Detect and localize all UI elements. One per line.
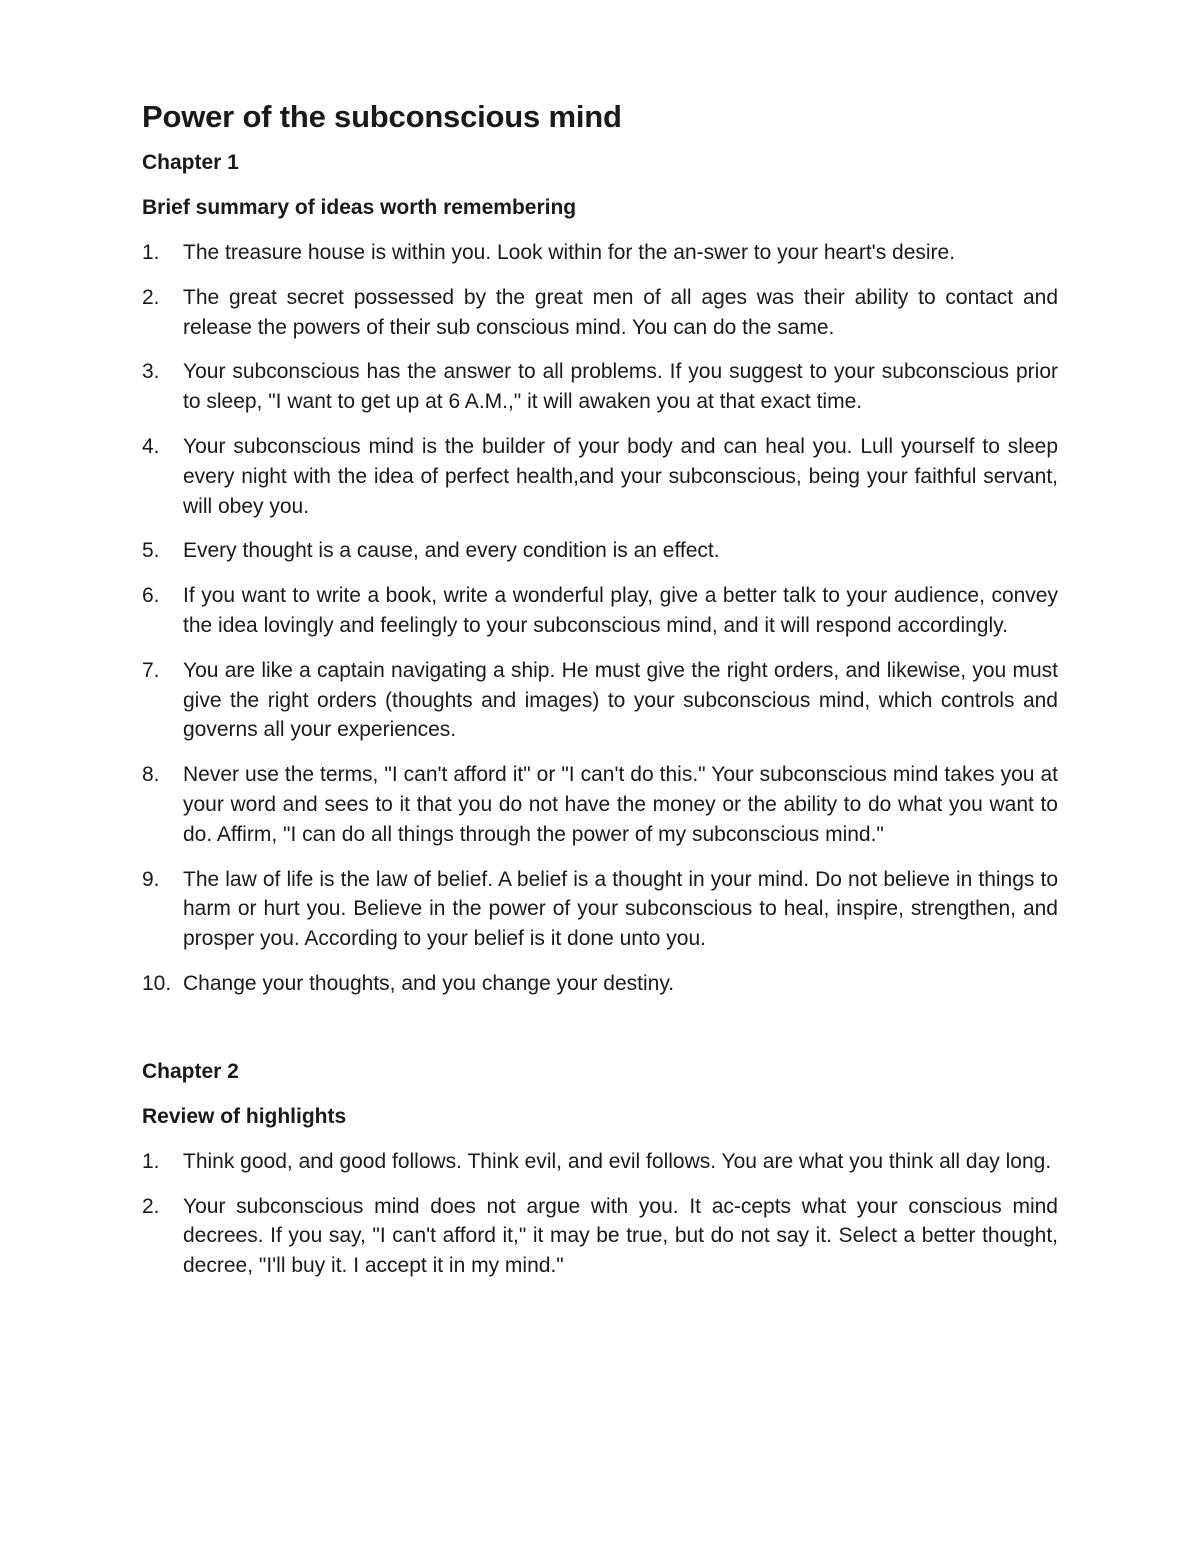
list-item-number: 1. <box>142 241 160 264</box>
list-item-number: 6. <box>142 584 160 608</box>
list-item-text: Every thought is a cause, and every condition is an effect. <box>183 539 720 563</box>
chapter-1-list <box>142 238 1058 999</box>
list-item-number: 1. <box>142 1149 160 1173</box>
list-item-number: 7. <box>142 658 160 682</box>
list-item <box>142 865 1058 954</box>
list-item-text: The great secret possessed by the great men of all ages was their ability to contact and release the powers of their sub conscious mind. You can do the same. <box>183 285 1058 339</box>
chapter-2-list <box>142 1147 1058 1281</box>
list-item-number: 4. <box>142 434 160 458</box>
chapter-1-subheading: Brief summary of ideas worth remembering <box>142 196 577 219</box>
list-item-number: 9. <box>142 867 160 891</box>
list-item <box>142 1147 1058 1177</box>
list-item <box>142 760 1058 849</box>
list-item-number: 8. <box>142 763 160 787</box>
list-item-number: 5. <box>142 539 160 563</box>
list-item-number: 10. <box>142 971 172 995</box>
list-item-number: 3. <box>142 360 160 384</box>
list-item <box>142 1192 1058 1281</box>
document-page <box>142 98 1058 1296</box>
list-item-text: If you want to write a book, write a wonderful play, give a better talk to your audience, convey the idea lovingly and feelingly to your subconscious mind, and it will respond accordingly. <box>183 584 1058 637</box>
list-item-number: 2. <box>142 1194 160 1218</box>
list-item-text: Never use the terms, "I can't afford it" or "I can't do this." Your subconscious mind takes you at your word and sees to it that you do not have the money or the ability to do what you want to do. Affirm, "I can do all things through the power of my subconscious mind." <box>183 763 1058 846</box>
list-item <box>142 432 1058 521</box>
list-item-text: Change your thoughts, and you change your destiny. <box>183 971 675 995</box>
list-item <box>142 238 1058 268</box>
list-item <box>142 969 1058 999</box>
list-item <box>142 656 1058 745</box>
list-item-number: 2. <box>142 285 160 309</box>
list-item-text: Think good, and good follows. Think evil, and evil follows. You are what you think all day long. <box>183 1149 1052 1173</box>
list-item-text: Your subconscious mind is the builder of your body and can heal you. Lull yourself to sleep every night with the idea of perfect health,and your subconscious, being your faithful servant, will obey you. <box>183 434 1058 518</box>
document-title: Power of the subconscious mind <box>142 99 622 134</box>
chapter-1-heading: Chapter 1 <box>142 151 239 174</box>
list-item-text: Your subconscious has the answer to all problems. If you suggest to your subconscious prior to sleep, "I want to get up at 6 A.M.," it will awaken you at that exact time. <box>183 360 1058 414</box>
list-item <box>142 283 1058 343</box>
list-item <box>142 536 1058 566</box>
list-item-text: Your subconscious mind does not argue with you. It ac-cepts what your conscious mind decrees. If you say, "I can't afford it," it may be true, but do not say it. Select a better thought, decree, "I'll buy it. I accept it in my mind." <box>183 1194 1058 1278</box>
chapter-2-heading: Chapter 2 <box>142 1059 239 1083</box>
list-item-text: You are like a captain navigating a ship. He must give the right orders, and likewise, you must give the right orders (thoughts and images) to your subconscious mind, which controls and governs all your experiences. <box>183 658 1058 742</box>
list-item-text: The treasure house is within you. Look within for the an-swer to your heart's desire. <box>183 241 956 264</box>
chapter-2-subheading: Review of highlights <box>142 1104 347 1128</box>
list-item <box>142 357 1058 417</box>
list-item <box>142 581 1058 641</box>
list-item-text: The law of life is the law of belief. A belief is a thought in your mind. Do not believe in things to harm or hurt you. Believe in the power of your subconscious to heal, inspire, strengthen, and prosper you. According to your belief is it done unto you. <box>183 867 1058 951</box>
